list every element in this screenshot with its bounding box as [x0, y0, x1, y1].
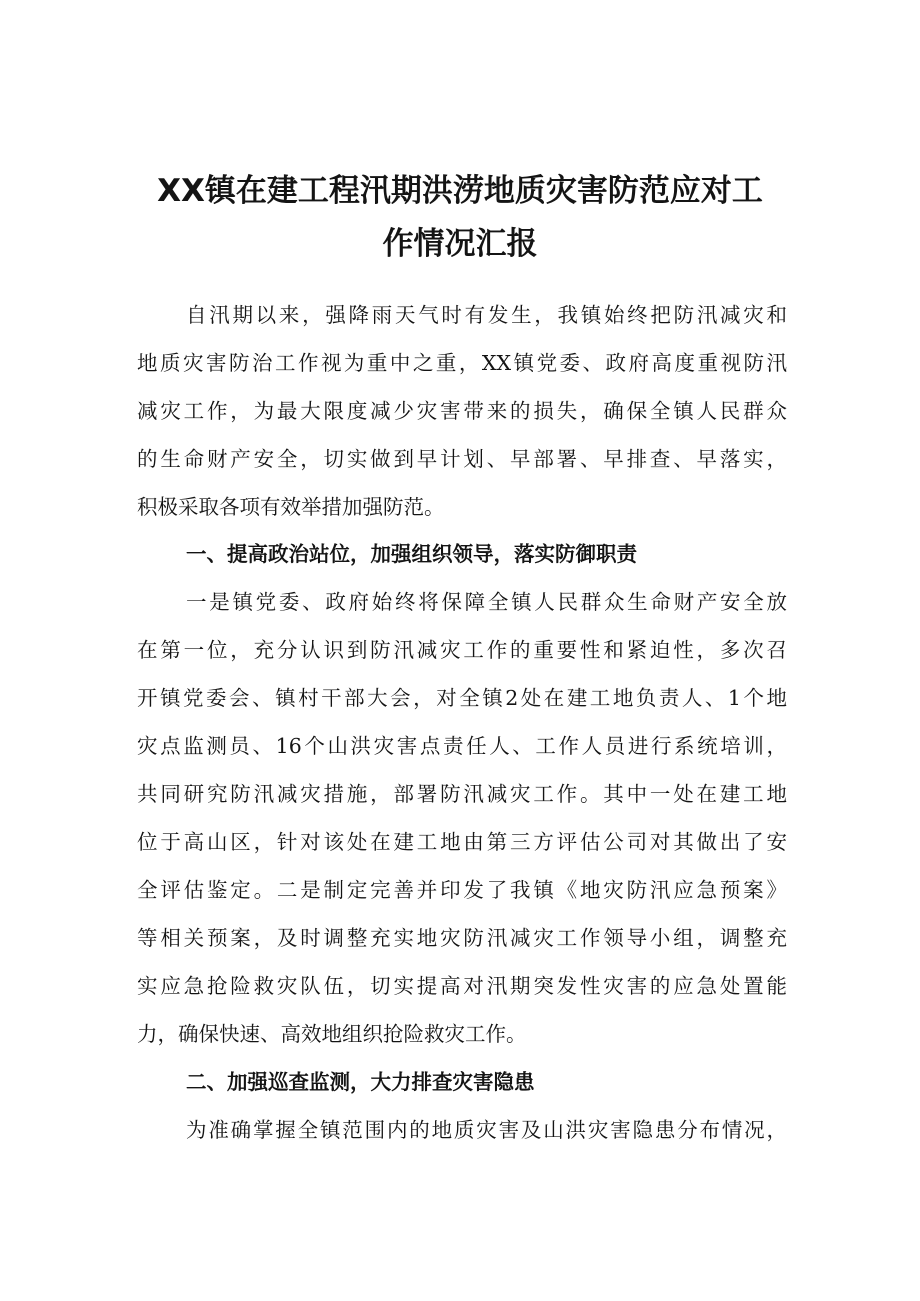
document-title-line-1: XX镇在建工程汛期洪涝地质灾害防范应对工: [157, 173, 763, 209]
section-1-line: 一是镇党委、政府始终将保障全镇人民群众生命财产安全放: [186, 590, 787, 614]
section-1-heading: 一、提高政治站位，加强组织领导，落实防御职责: [186, 542, 637, 566]
section-1-line: 位于高山区，针对该处在建工地由第三方评估公司对其做出了安: [137, 830, 787, 854]
intro-line: 自汛期以来，强降雨天气时有发生，我镇始终把防汛减灾和: [186, 303, 787, 327]
section-1-line: 力，确保快速、高效地组织抢险救灾工作。: [137, 1022, 527, 1046]
intro-line: 减灾工作，为最大限度减少灾害带来的损失，确保全镇人民群众: [137, 399, 787, 423]
intro-line: 地质灾害防治工作视为重中之重，XX镇党委、政府高度重视防汛: [137, 351, 787, 375]
section-1-line: 灾点监测员、16个山洪灾害点责任人、工作人员进行系统培训，: [137, 734, 787, 758]
section-1-line: 在第一位，充分认识到防汛减灾工作的重要性和紧迫性，多次召: [137, 638, 787, 662]
section-1-line: 开镇党委会、镇村干部大会，对全镇2处在建工地负责人、1个地: [137, 686, 787, 710]
section-2-line: 为准确掌握全镇范围内的地质灾害及山洪灾害隐患分布情况，: [186, 1118, 787, 1142]
section-1-line: 实应急抢险救灾队伍，切实提高对汛期突发性灾害的应急处置能: [137, 974, 787, 998]
section-2-heading: 二、加强巡查监测，大力排查灾害隐患: [186, 1070, 535, 1094]
section-1-line: 等相关预案，及时调整充实地灾防汛减灾工作领导小组，调整充: [137, 926, 787, 950]
intro-line: 积极采取各项有效举措加强防范。: [137, 495, 445, 519]
document-title-line-2: 作情况汇报: [382, 226, 538, 262]
section-1-line: 全评估鉴定。二是制定完善并印发了我镇《地灾防汛应急预案》: [137, 878, 787, 902]
intro-line: 的生命财产安全，切实做到早计划、早部署、早排查、早落实，: [137, 447, 787, 471]
section-1-line: 共同研究防汛减灾措施，部署防汛减灾工作。其中一处在建工地: [137, 782, 787, 806]
